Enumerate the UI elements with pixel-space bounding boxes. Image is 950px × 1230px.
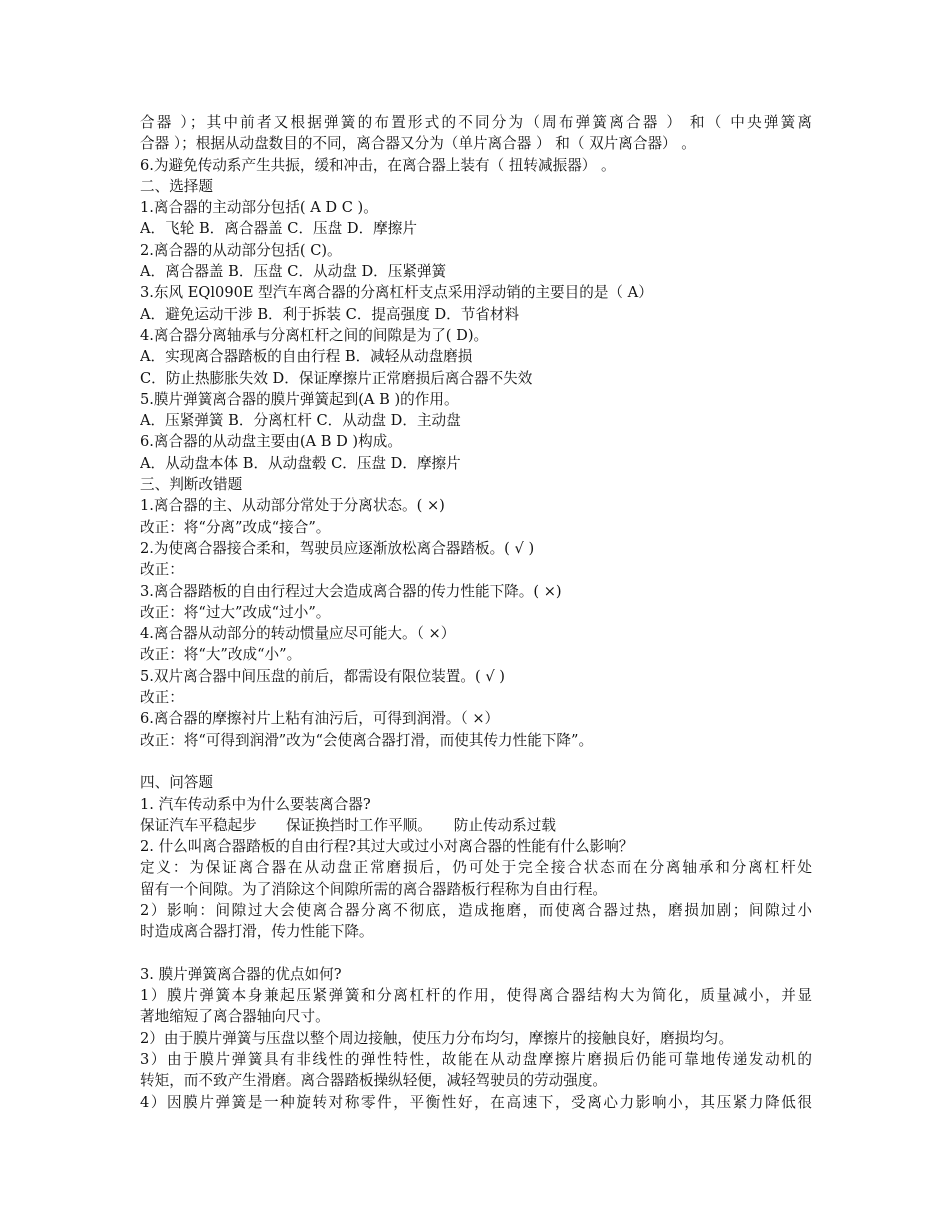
text-line: 1）膜片弹簧本身兼起压紧弹簧和分离杠杆的作用，使得离合器结构大为简化，质量减小，并显 [140, 987, 812, 1005]
text-line: 二、选择题 [140, 177, 213, 195]
text-line: A．飞轮 B．离合器盖 C．压盘 D．摩擦片 [140, 220, 417, 238]
text-line: 三、判断改错题 [140, 476, 243, 494]
text-line: 4.离合器分离轴承与分离杠杆之间的间隙是为了( D)。 [140, 326, 489, 344]
text-line: 2.为使离合器接合柔和，驾驶员应逐渐放松离合器踏板。( √ ) [140, 539, 535, 557]
text-line: 转矩，而不致产生滑磨。离合器踏板操纵轻便，减轻驾驶员的劳动强度。 [140, 1072, 608, 1090]
text-line: 改正：将“大”改成“小”。 [140, 646, 302, 664]
text-line: 6.离合器的摩擦衬片上粘有油污后，可得到润滑。（ ×） [140, 710, 500, 728]
text-line: A．离合器盖 B．压盘 C．从动盘 D．压紧弹簧 [140, 263, 447, 281]
text-line: A．实现离合器踏板的自由行程 B．减轻从动盘磨损 [140, 348, 473, 366]
text-line: 4.离合器从动部分的转动惯量应尽可能大。（ ×） [140, 625, 456, 643]
text-line: 3.离合器踏板的自由行程过大会造成离合器的传力性能下降。( ×) [140, 582, 562, 600]
text-line: 保证汽车平稳起步 保证换挡时工作平顺。 防止传动系过载 [140, 816, 556, 834]
text-line: 改正： [140, 561, 184, 579]
text-line: 时造成离合器打滑，传力性能下降。 [140, 923, 374, 941]
text-line: A．从动盘本体 B．从动盘毂 C．压盘 D．摩擦片 [140, 454, 461, 472]
text-line: 改正： [140, 689, 184, 707]
text-line: 2.离合器的从动部分包括( C)。 [140, 241, 342, 259]
text-line: 5.双片离合器中间压盘的前后，都需设有限位装置。( √ ) [140, 667, 505, 685]
text-line: 2）由于膜片弹簧与压盘以整个周边接触，使压力分布均匀，摩擦片的接触良好，磨损均匀。 [140, 1029, 734, 1047]
text-line: 合器 ）；根据从动盘数目的不同，离合器又分为（单片离合器 ） 和（ 双片离合器） 。 [140, 135, 696, 153]
blank-line [140, 943, 812, 964]
text-line: A．避免运动干涉 B．利于拆装 C．提高强度 D．节省材料 [140, 305, 520, 323]
document-page [140, 112, 812, 1113]
text-line: 1.离合器的主动部分包括( A D C )。 [140, 199, 378, 217]
text-line: 1.离合器的主、从动部分常处于分离状态。( ×) [140, 497, 445, 515]
text-line: C．防止热膨胀失效 D．保证摩擦片正常磨损后离合器不失效 [140, 369, 533, 387]
text-line: 3.东风 EQl090E 型汽车离合器的分离杠杆支点采用浮动销的主要目的是（ A） [140, 284, 653, 302]
text-line: 5.膜片弹簧离合器的膜片弹簧起到(A B )的作用。 [140, 390, 459, 408]
text-line: 4）因膜片弹簧是一种旋转对称零件，平衡性好，在高速下，受离心力影响小，其压紧力降低很 [140, 1093, 812, 1111]
text-line: 3. 膜片弹簧离合器的优点如何? [140, 965, 342, 983]
text-line: 留有一个间隙。为了消除这个间隙所需的离合器踏板行程称为自由行程。 [140, 880, 608, 898]
text-line: 合器 ）；其中前者又根据弹簧的布置形式的不同分为（周布弹簧离合器 ） 和（ 中央弹簧离 [140, 114, 812, 131]
text-line: 3）由于膜片弹簧具有非线性的弹性特性，故能在从动盘摩擦片磨损后仍能可靠地传递发动机的 [140, 1051, 812, 1069]
text-line: 改正：将“可得到润滑”改为“会使离合器打滑，而使其传力性能下降”。 [140, 731, 594, 749]
text-line: 1. 汽车传动系中为什么要装离合器? [140, 795, 371, 813]
text-line: A．压紧弹簧 B．分离杠杆 C．从动盘 D．主动盘 [140, 412, 461, 430]
text-line: 6.离合器的从动盘主要由(A B D )构成。 [140, 433, 402, 451]
text-line: 2. 什么叫离合器踏板的自由行程?其过大或过小对离合器的性能有什么影响？ [140, 838, 634, 856]
text-line: 改正：将“分离”改成“接合”。 [140, 518, 331, 536]
text-line: 定义：为保证离合器在从动盘正常磨损后，仍可处于完全接合状态而在分离轴承和分离杠杆处 [140, 859, 812, 877]
text-line: 四、问答题 [140, 774, 213, 792]
text-line: 著地缩短了离合器轴向尺寸。 [140, 1008, 330, 1026]
text-line: 6.为避免传动系产生共振，缓和冲击，在离合器上装有（ 扭转减振器） 。 [140, 156, 616, 174]
text-line: 改正：将“过大”改成“过小”。 [140, 603, 331, 621]
text-line: 2）影响：间隙过大会使离合器分离不彻底，造成拖磨，而使离合器过热，磨损加剧；间隙过小 [140, 901, 812, 919]
blank-line [140, 751, 812, 772]
